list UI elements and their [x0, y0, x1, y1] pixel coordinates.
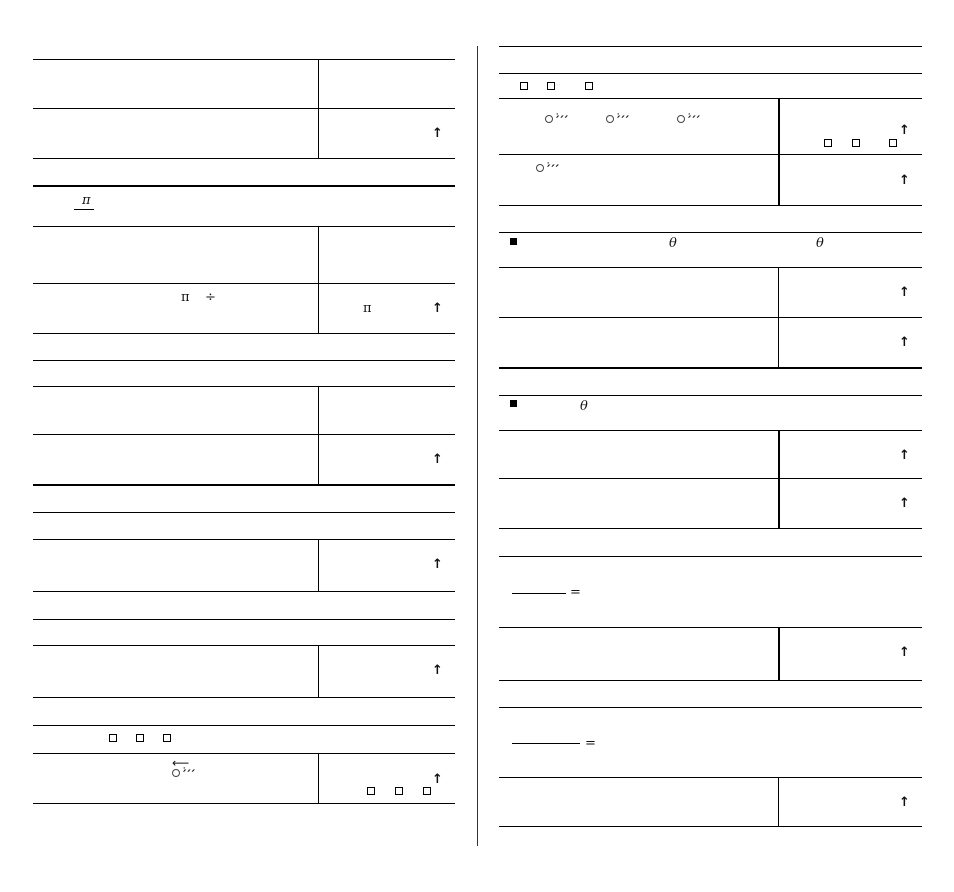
- ring-icon: [545, 115, 553, 123]
- equals-sign: =: [570, 585, 581, 600]
- rule: [33, 360, 455, 361]
- answer-divider: [318, 539, 319, 591]
- arrow-up-icon: ↑: [899, 335, 910, 350]
- answer-divider: [318, 386, 319, 485]
- section-rule: [33, 185, 455, 187]
- rule: [33, 591, 455, 592]
- rule: [499, 826, 922, 827]
- arrow-up-icon: ↑: [899, 645, 910, 660]
- marks-text: ׂ׳׳׳: [546, 160, 559, 174]
- rule: [33, 753, 455, 754]
- rule: [499, 154, 922, 155]
- arrow-up-icon: ↑: [432, 301, 443, 316]
- ring-marks: [536, 161, 559, 173]
- rule: [33, 645, 455, 646]
- bullet-icon: [510, 400, 517, 407]
- answer-divider: [778, 627, 780, 680]
- arrow-up-icon: ↑: [899, 123, 910, 138]
- checkbox[interactable]: [109, 734, 117, 742]
- ring-icon: [677, 115, 685, 123]
- rule: [499, 528, 922, 529]
- ring-marks: [677, 112, 700, 124]
- bullet-icon: [510, 238, 517, 245]
- rule: [499, 707, 922, 708]
- answer-divider: [778, 98, 780, 205]
- rule: [499, 267, 922, 268]
- rule: [499, 395, 922, 396]
- arrow-up-icon: ↑: [899, 173, 910, 188]
- rule: [499, 98, 922, 99]
- rule: [33, 803, 455, 804]
- rule: [33, 59, 455, 60]
- section-rule: [33, 484, 455, 486]
- marks-text: ׂ׳׳׳: [555, 111, 568, 125]
- theta-symbol: θ: [816, 236, 824, 251]
- answer-divider: [318, 645, 319, 697]
- rule: [499, 205, 922, 206]
- checkbox[interactable]: [824, 139, 832, 147]
- answer-divider: [318, 226, 319, 333]
- pi-symbol: π: [181, 290, 190, 305]
- arrow-up-icon: ↑: [899, 496, 910, 511]
- checkbox[interactable]: [395, 787, 403, 795]
- arrow-up-icon: ↑: [899, 795, 910, 810]
- rule: [33, 386, 455, 387]
- rule: [499, 556, 922, 557]
- marks-text: ׂ׳׳׳: [616, 111, 629, 125]
- checkbox[interactable]: [163, 734, 171, 742]
- rule: [499, 478, 922, 479]
- rule: [33, 108, 455, 109]
- theta-symbol: θ: [580, 399, 588, 414]
- ring-icon: [536, 164, 544, 172]
- rule: [33, 434, 455, 435]
- column-separator: [477, 46, 478, 846]
- arrow-up-icon: ↑: [432, 126, 443, 141]
- rule: [499, 73, 922, 74]
- checkbox[interactable]: [852, 139, 860, 147]
- rule: [499, 317, 922, 318]
- rule: [33, 333, 455, 334]
- rule: [499, 777, 922, 778]
- answer-divider: [778, 430, 780, 528]
- pi-symbol: π: [363, 301, 372, 316]
- arrow-up-icon: ↑: [432, 663, 443, 678]
- arrow-up-icon: ↑: [432, 452, 443, 467]
- rule: [33, 539, 455, 540]
- left-arrow-icon: ⟵: [172, 756, 190, 770]
- checkbox[interactable]: [136, 734, 144, 742]
- answer-divider: [778, 777, 779, 827]
- rule: [33, 283, 455, 284]
- equals-sign: =: [585, 736, 596, 751]
- rule: [499, 430, 922, 431]
- divide-symbol: ÷: [205, 290, 216, 305]
- rule: [499, 627, 922, 628]
- checkbox[interactable]: [423, 787, 431, 795]
- marks-text: ׂ׳׳׳: [182, 765, 195, 779]
- section-rule: [499, 367, 922, 369]
- theta-symbol: θ: [669, 236, 677, 251]
- answer-blank[interactable]: [512, 743, 580, 744]
- answer-blank[interactable]: [512, 593, 566, 594]
- rule: [499, 232, 922, 233]
- answer-divider: [318, 59, 319, 159]
- ring-marks: [606, 112, 629, 124]
- checkbox[interactable]: [520, 82, 528, 90]
- ring-marks: [172, 766, 195, 778]
- rule: [33, 226, 455, 227]
- rule: [499, 46, 922, 47]
- rule: [33, 725, 455, 726]
- checkbox[interactable]: [889, 139, 897, 147]
- checkbox[interactable]: [547, 82, 555, 90]
- ring-icon: [172, 769, 180, 777]
- rule: [33, 512, 455, 513]
- marks-text: ׂ׳׳׳: [687, 111, 700, 125]
- arrow-up-icon: ↑: [899, 448, 910, 463]
- ring-icon: [606, 115, 614, 123]
- checkbox[interactable]: [585, 82, 593, 90]
- arrow-up-icon: ↑: [432, 772, 443, 787]
- rule: [33, 158, 455, 159]
- ring-marks: [545, 112, 568, 124]
- rule: [33, 619, 455, 620]
- answer-divider: [318, 753, 319, 803]
- fraction-bar: [74, 209, 94, 210]
- rule: [499, 680, 922, 681]
- arrow-up-icon: ↑: [432, 557, 443, 572]
- rule: [33, 697, 455, 698]
- arrow-up-icon: ↑: [899, 285, 910, 300]
- pi-symbol: π: [82, 193, 91, 208]
- checkbox[interactable]: [367, 787, 375, 795]
